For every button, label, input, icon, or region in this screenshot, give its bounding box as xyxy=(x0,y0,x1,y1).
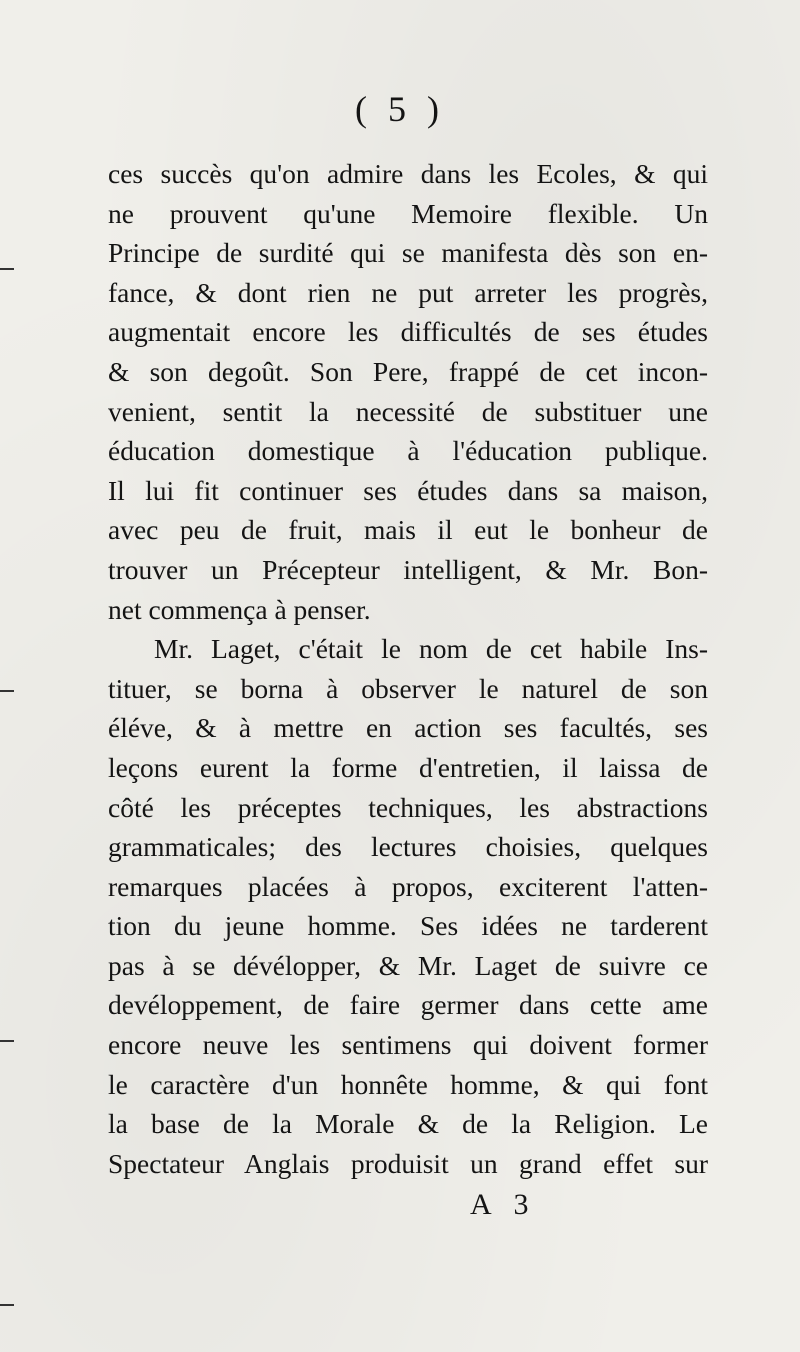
text-line: Spectateur Anglais produisit un grand effet sur xyxy=(108,1147,708,1179)
text-line: venient, sentit la necessité de substituer une xyxy=(108,395,708,427)
text-line: éducation domestique à l'éducation publique. xyxy=(108,435,708,467)
text-line: trouver un Précepteur intelligent, & Mr. Bon- xyxy=(108,553,708,585)
text-line: le caractère d'un honnête homme, & qui font xyxy=(108,1068,708,1100)
text-line: encore neuve les sentimens qui doivent former xyxy=(108,1029,708,1061)
text-line: tituer, se borna à observer le naturel de son xyxy=(108,672,708,704)
text-line: leçons eurent la forme d'entretien, il laissa de xyxy=(108,751,708,783)
text-line: côté les préceptes techniques, les abstractions xyxy=(108,791,708,823)
text-line: remarques placées à propos, exciterent l'atten- xyxy=(108,870,708,902)
margin-mark xyxy=(0,1304,14,1306)
text-line: net commença à penser. xyxy=(108,593,371,625)
margin-mark xyxy=(0,690,14,692)
text-line: Il lui fit continuer ses études dans sa maison, xyxy=(108,474,708,506)
text-line: Mr. Laget, c'était le nom de cet habile Ins- xyxy=(154,633,708,665)
text-line: tion du jeune homme. Ses idées ne tarderent xyxy=(108,910,708,942)
text-line: avec peu de fruit, mais il eut le bonheur de xyxy=(108,514,708,546)
text-line: & son degoût. Son Pere, frappé de cet incon- xyxy=(108,355,708,387)
margin-mark xyxy=(0,268,14,270)
text-line: éléve, & à mettre en action ses facultés, ses xyxy=(108,712,708,744)
text-line: grammaticales; des lectures choisies, quelques xyxy=(108,831,708,863)
margin-mark xyxy=(0,1040,14,1042)
text-line: ne prouvent qu'une Memoire flexible. Un xyxy=(108,197,708,229)
text-line: Principe de surdité qui se manifesta dès son en- xyxy=(108,237,708,269)
signature-mark: A 3 xyxy=(470,1188,537,1221)
page-number: ( 5 ) xyxy=(355,89,445,129)
body-text xyxy=(108,154,708,1183)
text-line: ces succès qu'on admire dans les Ecoles, & qui xyxy=(108,158,708,189)
text-line: devéloppement, de faire germer dans cette ame xyxy=(108,989,708,1021)
text-line: la base de la Morale & de la Religion. Le xyxy=(108,1108,708,1140)
text-line: pas à se dévélopper, & Mr. Laget de suivre ce xyxy=(108,949,708,981)
text-line: fance, & dont rien ne put arreter les progrès, xyxy=(108,276,708,308)
text-line: augmentait encore les difficultés de ses études xyxy=(108,316,708,348)
